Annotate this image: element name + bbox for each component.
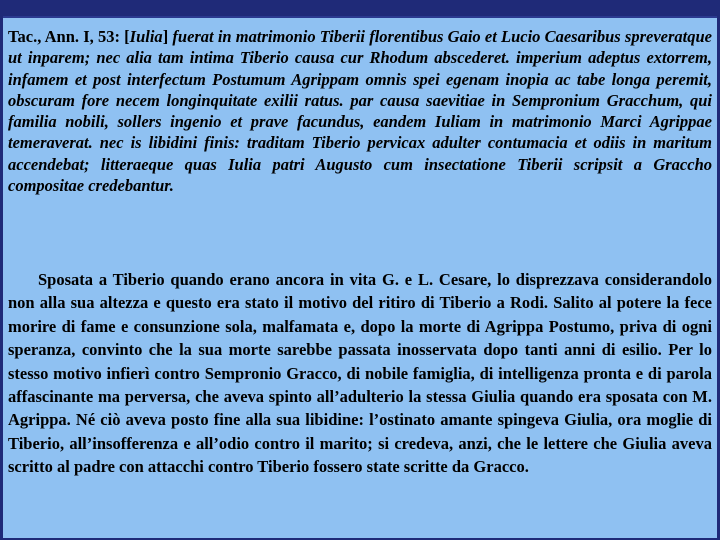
latin-text: fuerat in matrimonio Tiberii florentibus Gaio et Lucio Caesaribus spreveratque ut inparem; nec alia tam intima Tiberio causa cur Rhodum abscederet. imperium adeptus extorrem, infamem et post interfectum Postumum Agrippam omnis spei egenam inopia ac tabe longa peremit, obscuram fore necem longinquitate exilii ratus. par causa saevitiae in Sempronium Gracchum, qui familia nobili, sollers ingenio et prave facundus, eandem Iuliam in matrimonio Marci Agrippae temeraverat. nec is libidini finis: traditam Tiberio pervicax adulter contumacia et odiis in maritum accendebat; litteraeque quas Iulia patri Augusto cum insectatione Tiberii scripsit a Graccho compositae credebantur. [8,27,712,196]
latin-passage [8,26,712,196]
latin-citation-close: ] [162,27,169,46]
italian-translation: Sposata a Tiberio quando erano ancora in vita G. e L. Cesare, lo disprezzava considerandolo non alla sua altezza e questo era stato il motivo del ritiro di Tiberio a Rodi. Salito al potere la fece morire di fame e consunzione sola, malfamata e, dopo la morte di Agrippa Postumo, priva di ogni speranza, convinto che la sua morte sarebbe passata inosservata dopo tanti anni di esilio. Per lo stesso motivo infierì contro Sempronio Gracco, di nobile famiglia, di intelligenza pronta e di parola affascinante ma perversa, che aveva spinto all’adulterio la stessa Giulia quando era sposata con M. Agrippa. Né ciò aveva posto fine alla sua libidine: l’ostinato amante spingeva Giulia, ora moglie di Tiberio, all’insofferenza e all’odio contro il marito; si credeva, anzi, che le lettere che Giulia aveva scritto al padre con attacchi contro Tiberio fossero state scritte da Gracco. [8,270,712,477]
latin-citation-name: Iulia [129,27,163,46]
latin-citation: Tac., Ann. I, 53: [ [8,27,130,46]
text-panel [3,16,717,538]
